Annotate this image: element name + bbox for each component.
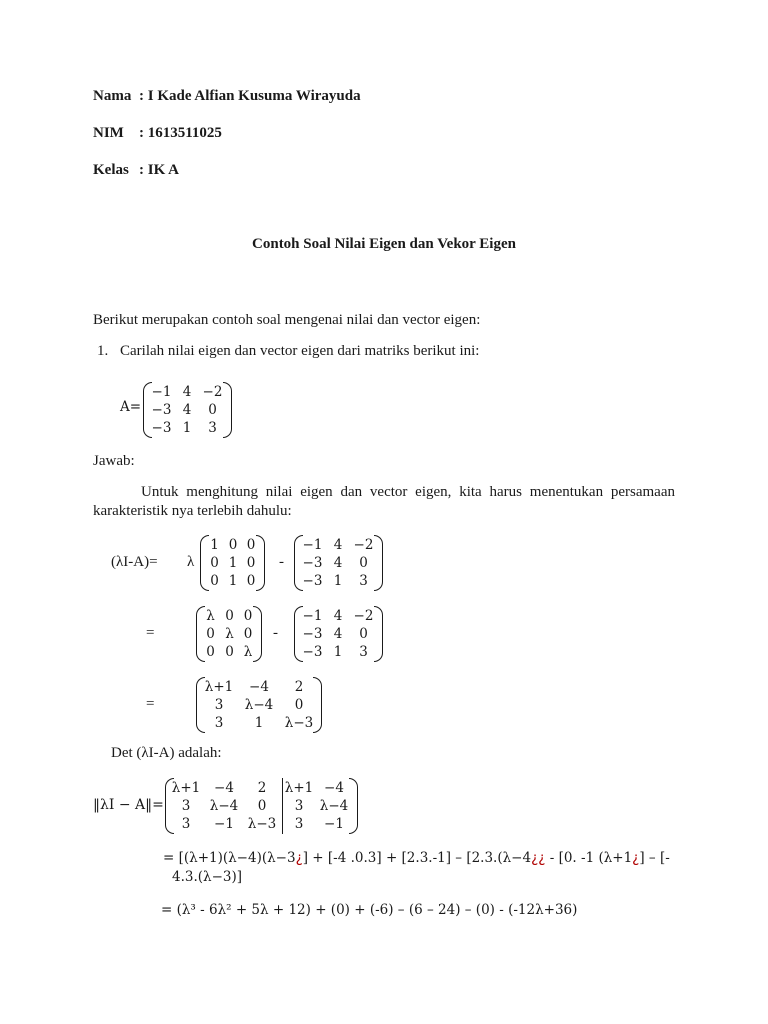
matrix-cell: −3 bbox=[302, 555, 323, 571]
matrix-cell: 3 bbox=[208, 420, 217, 436]
document-title: Contoh Soal Nilai Eigen dan Vekor Eigen bbox=[252, 236, 516, 252]
matrix-cell: 0 bbox=[359, 626, 368, 642]
nim-value: : 1613511025 bbox=[139, 125, 222, 141]
matrix-cell: 4 bbox=[182, 384, 192, 400]
matrix-cell: 1 bbox=[210, 537, 219, 553]
matrix-cell: 1 bbox=[182, 420, 192, 436]
matrix-cell: 4 bbox=[333, 537, 343, 553]
matrix-cell: 1 bbox=[228, 555, 238, 571]
matrix-cell: −3 bbox=[151, 420, 172, 436]
matrix-cell: 0 bbox=[206, 626, 215, 642]
matrix-cell: −2 bbox=[202, 384, 223, 400]
matrix-cell: 0 bbox=[228, 537, 238, 553]
matrix-cell: λ−4 bbox=[209, 798, 239, 814]
matrix-cell: 4 bbox=[333, 626, 343, 642]
matrix-cell: λ+1 bbox=[171, 780, 201, 796]
matrix-cell: 0 bbox=[206, 644, 215, 660]
matrix-cell: 0 bbox=[246, 555, 256, 571]
matrix-cell: 3 bbox=[214, 715, 224, 731]
expansion-red-mark: ¿¿ bbox=[531, 850, 546, 866]
matrix-a-label: A= bbox=[120, 399, 142, 415]
answer-label: Jawab: bbox=[93, 453, 135, 469]
expansion-part: - [0. -1 (λ+1 bbox=[545, 850, 633, 866]
matrix-cell: −4 bbox=[214, 780, 234, 796]
matrix-cell: 3 bbox=[294, 798, 304, 814]
lambda-identity-matrix bbox=[196, 606, 262, 662]
matrix-cell: 2 bbox=[257, 780, 267, 796]
matrix-cell: −2 bbox=[353, 537, 374, 553]
expansion-line-2: 4.3.(λ−3)] bbox=[172, 869, 243, 885]
matrix-cell: −3 bbox=[302, 573, 323, 589]
step3-equals: = bbox=[146, 696, 155, 712]
kelas-value: : IK A bbox=[139, 162, 180, 178]
step2-minus: - bbox=[273, 625, 278, 641]
det-matrix bbox=[165, 778, 358, 834]
kelas-label: Kelas bbox=[93, 162, 129, 178]
expansion-red-mark: ¿ bbox=[295, 850, 303, 866]
matrix-cell: −1 bbox=[302, 537, 323, 553]
matrix-cell: 0 bbox=[246, 573, 256, 589]
matrix-cell: 2 bbox=[294, 679, 304, 695]
identity-matrix bbox=[200, 535, 265, 591]
matrix-cell: 4 bbox=[182, 402, 192, 418]
matrix-cell: −2 bbox=[353, 608, 374, 624]
matrix-cell: λ−3 bbox=[284, 715, 314, 731]
matrix-cell: 1 bbox=[333, 644, 343, 660]
matrix-cell: −1 bbox=[324, 816, 344, 832]
result-matrix bbox=[196, 677, 322, 733]
expansion-line-1 bbox=[163, 850, 670, 866]
name-label: Nama bbox=[93, 88, 132, 104]
matrix-cell: 3 bbox=[181, 798, 191, 814]
step1-lambda: λ bbox=[187, 554, 195, 570]
matrix-cell: −3 bbox=[151, 402, 172, 418]
det-label: Det (λI-A) adalah: bbox=[111, 745, 222, 761]
question-text: Carilah nilai eigen dan vector eigen dari matriks berikut ini: bbox=[120, 343, 480, 359]
matrix-cell: −1 bbox=[214, 816, 234, 832]
nim-label: NIM bbox=[93, 125, 124, 141]
matrix-cell: 0 bbox=[257, 798, 267, 814]
matrix-cell: λ bbox=[243, 644, 253, 660]
matrix-cell: 0 bbox=[208, 402, 217, 418]
matrix-cell: 3 bbox=[294, 816, 304, 832]
explanation-paragraph: Untuk menghitung nilai eigen dan vector eigen, kita harus menentukan persamaan karakteristik nya terlebih dahulu: bbox=[93, 484, 675, 519]
matrix-cell: λ+1 bbox=[284, 780, 314, 796]
expansion-part: ] – [- bbox=[639, 850, 670, 866]
matrix-cell: λ bbox=[206, 608, 215, 624]
step2-equals: = bbox=[146, 625, 155, 641]
expansion-line-3: = (λ³ - 6λ² + 5λ + 12) + (0) + (-6) – (6 – 24) – (0) - (-12λ+36) bbox=[161, 902, 578, 918]
kelas-line bbox=[93, 162, 179, 179]
matrix-cell: 0 bbox=[210, 555, 219, 571]
matrix-cell: λ+1 bbox=[204, 679, 234, 695]
matrix-cell: 3 bbox=[181, 816, 191, 832]
matrix-cell: 4 bbox=[333, 555, 343, 571]
matrix-cell: 0 bbox=[246, 537, 256, 553]
matrix-cell: λ−3 bbox=[247, 816, 277, 832]
matrix-cell: 0 bbox=[243, 626, 253, 642]
matrix-cell: 0 bbox=[359, 555, 368, 571]
step1-matrix-a bbox=[294, 535, 383, 591]
step1-lhs: (λI-A)= bbox=[111, 554, 158, 570]
expansion-part: ] + [-4 .0.3] + [2.3.-1] – [2.3.(λ−4 bbox=[302, 850, 532, 866]
expansion-part: = [(λ+1)(λ−4)(λ−3 bbox=[163, 850, 296, 866]
matrix-cell: 1 bbox=[333, 573, 343, 589]
matrix-cell: −3 bbox=[302, 626, 323, 642]
matrix-cell: −3 bbox=[302, 644, 323, 660]
matrix-cell: 4 bbox=[333, 608, 343, 624]
matrix-cell: 1 bbox=[254, 715, 264, 731]
name-line bbox=[93, 88, 361, 105]
matrix-cell: −1 bbox=[151, 384, 172, 400]
name-value: : I Kade Alfian Kusuma Wirayuda bbox=[139, 88, 361, 104]
matrix-cell: −4 bbox=[249, 679, 269, 695]
step2-matrix-a bbox=[294, 606, 383, 662]
matrix-cell: 0 bbox=[225, 644, 234, 660]
matrix-cell: 3 bbox=[359, 573, 368, 589]
matrix-cell: 0 bbox=[294, 697, 304, 713]
matrix-cell: 1 bbox=[228, 573, 238, 589]
matrix-cell: −4 bbox=[324, 780, 344, 796]
matrix-cell: 0 bbox=[210, 573, 219, 589]
det-lhs: ‖λI − A‖= bbox=[93, 797, 164, 813]
matrix-cell: 3 bbox=[214, 697, 224, 713]
matrix-cell: λ−4 bbox=[244, 697, 274, 713]
step1-minus: - bbox=[279, 554, 284, 570]
nim-line bbox=[93, 125, 222, 142]
intro-text: Berikut merupakan contoh soal mengenai nilai dan vector eigen: bbox=[93, 312, 481, 328]
question-number: 1. bbox=[97, 343, 109, 359]
expansion-red-mark: ¿ bbox=[632, 850, 640, 866]
matrix-cell: 0 bbox=[243, 608, 253, 624]
matrix-cell: 3 bbox=[359, 644, 368, 660]
matrix-cell: λ−4 bbox=[319, 798, 349, 814]
matrix-cell: λ bbox=[225, 626, 234, 642]
matrix-cell: 0 bbox=[225, 608, 234, 624]
matrix-a bbox=[143, 382, 232, 438]
matrix-cell: −1 bbox=[302, 608, 323, 624]
